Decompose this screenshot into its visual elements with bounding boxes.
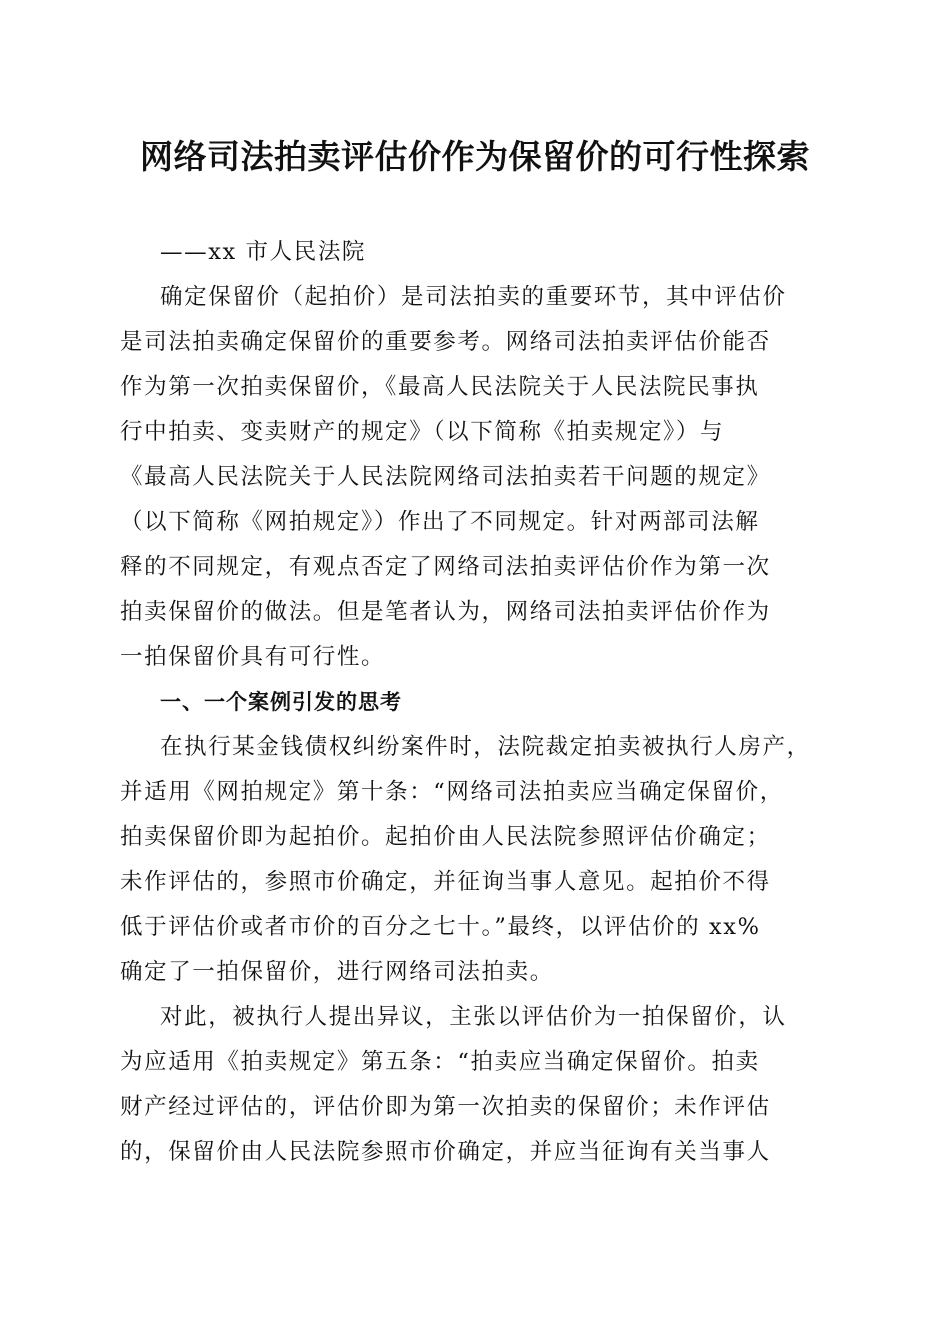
- text-line: 拍卖保留价即为起拍价。起拍价由人民法院参照评估价确定；: [120, 824, 771, 850]
- paragraph-intro: [120, 275, 824, 680]
- text-line: 并适用《网拍规定》第十条：“网络司法拍卖应当确定保留价，: [120, 779, 784, 805]
- text-line: 低于评估价或者市价的百分之七十。”最终，以评估价的 xx%: [120, 914, 761, 940]
- paragraph-case: [120, 725, 824, 995]
- document-body: [120, 230, 824, 1175]
- text-line: 确定保留价（起拍价）是司法拍卖的重要环节，其中评估价: [160, 284, 787, 310]
- text-line: 是司法拍卖确定保留价的重要参考。网络司法拍卖评估价能否: [120, 329, 771, 355]
- text-line: 拍卖保留价的做法。但是笔者认为，网络司法拍卖评估价作为: [120, 599, 771, 625]
- text-line: 为应适用《拍卖规定》第五条：“拍卖应当确定保留价。拍卖: [120, 1049, 760, 1075]
- text-line: 行中拍卖、变卖财产的规定》（以下简称《拍卖规定》）与: [120, 419, 725, 445]
- text-line: 释的不同规定，有观点否定了网络司法拍卖评估价作为第一次: [120, 554, 771, 580]
- document-title: 网络司法拍卖评估价作为保留价的可行性探索: [140, 137, 810, 176]
- text-line: 一拍保留价具有可行性。: [120, 644, 386, 670]
- text-line: 财产经过评估的，评估价即为第一次拍卖的保留价；未作评估: [120, 1094, 771, 1120]
- text-line: 对此，被执行人提出异议，主张以评估价为一拍保留价，认: [160, 1004, 787, 1030]
- text-line: 未作评估的，参照市价确定，并征询当事人意见。起拍价不得: [120, 869, 771, 895]
- author-line: ——xx 市人民法院: [160, 239, 367, 265]
- text-line: 在执行某金钱债权纠纷案件时，法院裁定拍卖被执行人房产，: [160, 734, 811, 760]
- text-line: （以下简称《网拍规定》）作出了不同规定。针对两部司法解: [120, 509, 760, 535]
- paragraph-objection: [120, 995, 824, 1175]
- text-line: 的，保留价由人民法院参照市价确定，并应当征询有关当事人: [120, 1139, 771, 1165]
- text-line: 确定了一拍保留价，进行网络司法拍卖。: [120, 959, 554, 985]
- section-heading: 一、一个案例引发的思考: [160, 690, 402, 714]
- text-line: 《最高人民法院关于人民法院网络司法拍卖若干问题的规定》: [120, 464, 771, 490]
- text-line: 作为第一次拍卖保留价，《最高人民法院关于人民法院民事执: [120, 374, 760, 400]
